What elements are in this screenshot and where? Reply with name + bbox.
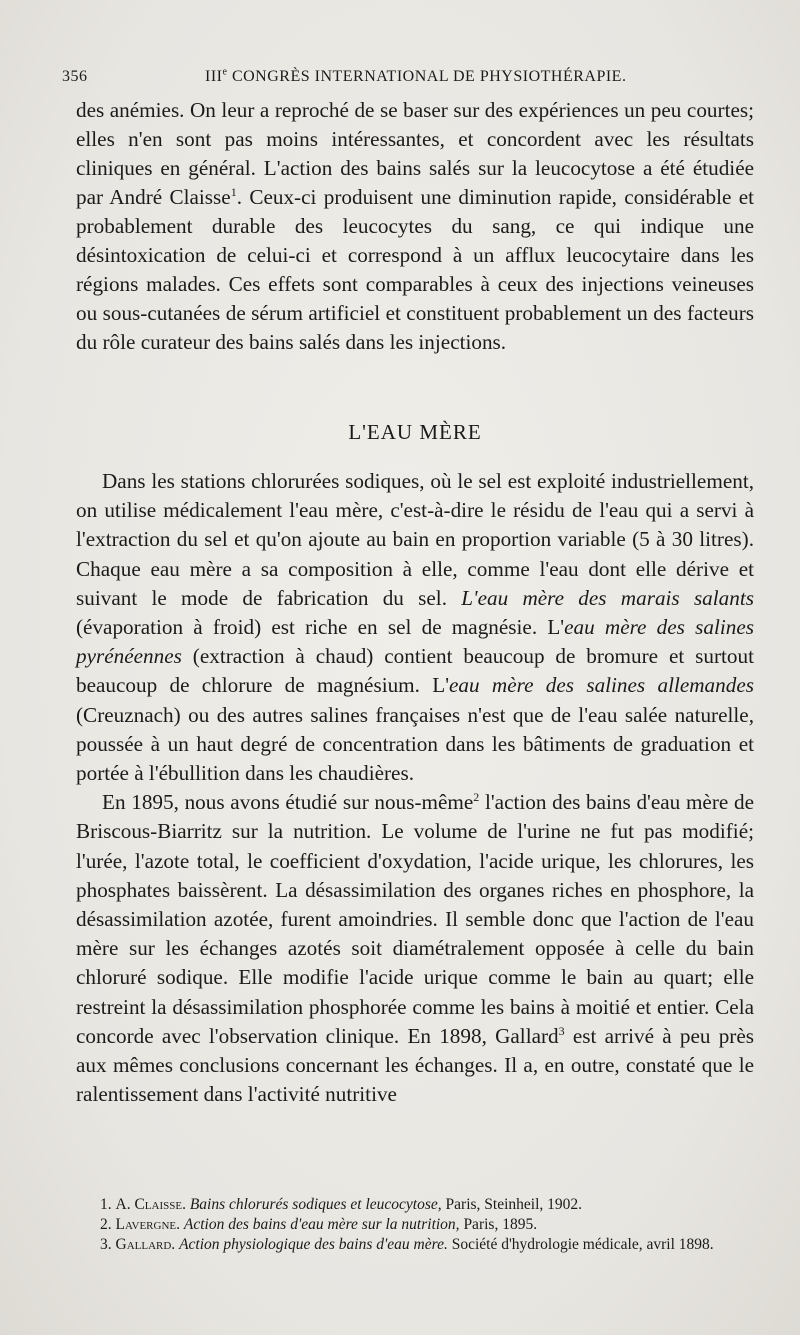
italic-term: L'eau mère des marais salants bbox=[461, 585, 754, 610]
footnotes bbox=[76, 1195, 754, 1255]
text-span: l'action des bains d'eau mère de Briscous-Biarritz sur la nutrition. Le volume de l'urine ne fut pas modifié; l'urée, l'azote total, le coefficient d'oxydation, l'acide urique, les chlorures, les phosphates baissèrent. La désassimilation des organes riches en phosphore, la désassimilation azotée, furent amoindries. Il semble donc que l'action de l'eau mère sur les échanges azotés soit diamétralement opposée à celle du bain chloruré sodique. Elle modifie l'acide urique comme le bain au quart; elle restreint la désassimilation phosphorée comme les bains à moitié et entier. Cela concorde avec l'observation clinique. En 1898, Gallard bbox=[76, 790, 754, 1048]
footnote-title: Action physiologique des bains d'eau mère. bbox=[179, 1236, 448, 1253]
footnote-author: Gallard. bbox=[115, 1236, 176, 1253]
footnote-item bbox=[76, 1215, 754, 1235]
text-span: . Ceux-ci produisent une diminution rapide, considérable et probablement durable des leucocytes du sang, ce qui indique une désintoxication de celui-ci et correspond à un afflux leucocytaire dans les régions malades. Ces effets sont comparables à ceux des injections veineuses ou sous-cutanées de sérum artificiel et constituent probablement un des facteurs du rôle curateur des bains salés dans les injections. bbox=[76, 185, 754, 354]
text-span: est arrivé à peu près aux mêmes conclusions concernant les échanges. Il a, en outre, constaté que le ralentissement dans l'activité nutritive bbox=[76, 1023, 754, 1107]
footnote-number: 1. bbox=[100, 1196, 112, 1213]
footnote-item bbox=[76, 1195, 754, 1215]
footnote-ref: 2 bbox=[473, 790, 480, 805]
paragraph bbox=[76, 788, 754, 1109]
footnote-title: Action des bains d'eau mère sur la nutrition, bbox=[183, 1216, 460, 1233]
paragraph bbox=[76, 467, 754, 788]
footnote-rest: Paris, 1895. bbox=[459, 1216, 538, 1233]
footnote-number: 3. bbox=[100, 1236, 112, 1253]
page-number: 356 bbox=[62, 68, 88, 85]
text-span: Dans les stations chlorurées sodiques, où le sel est exploité industriellement, on utilise médicalement l'eau mère, c'est-à-dire le résidu de l'eau qui a servi à l'extraction du sel et qu'on ajoute au bain en proportion variable (5 à 30 litres). Chaque eau mère a sa composition à elle, comme l'eau dont elle dérive et suivant le mode de fabrication du sel. bbox=[76, 469, 754, 610]
footnote-number: 2. bbox=[100, 1216, 112, 1233]
text-span: (extraction à chaud) contient beaucoup de bromure et surtout beaucoup de chlorure de magnésium. L' bbox=[76, 644, 754, 698]
text-span: des anémies. On leur a reproché de se baser sur des expériences un peu courtes; elles n'en sont pas moins intéressantes, et concordent avec les résultats cliniques en général. L'action des bains salés sur la leucocytose a été étudiée par André Claisse bbox=[76, 98, 754, 209]
footnote-item bbox=[76, 1235, 754, 1255]
italic-term: eau mère des salines allemandes bbox=[449, 673, 754, 698]
text-span: (évaporation à froid) est riche en sel de magnésie. L' bbox=[76, 615, 565, 640]
footnote-author: Lavergne. bbox=[115, 1216, 180, 1233]
footnote-author: A. Claisse. bbox=[115, 1196, 186, 1213]
ordinal-suffix: e bbox=[222, 66, 228, 78]
text-span: (Creuznach) ou des autres salines françaises n'est que de l'eau salée naturelle, poussée à un haut degré de concentration dans les bâtiments de graduation et portée à l'ébullition dans les chaudières. bbox=[76, 702, 754, 786]
running-title: IIIe CONGRÈS INTERNATIONAL DE PHYSIOTHÉRAPIE. bbox=[205, 66, 627, 85]
italic-term: eau mère des salines pyrénéennes bbox=[76, 615, 754, 669]
footnote-ref: 3 bbox=[558, 1023, 565, 1038]
footnote-rest: Société d'hydrologie médicale, avril 1898. bbox=[447, 1236, 714, 1253]
intro-text bbox=[76, 96, 754, 357]
section-body bbox=[76, 467, 754, 1109]
footnote-rest: Paris, Steinheil, 1902. bbox=[441, 1196, 583, 1213]
paragraph bbox=[76, 96, 754, 357]
footnote-ref: 1 bbox=[230, 184, 237, 199]
footnote-title: Bains chlorurés sodiques et leucocytose, bbox=[189, 1196, 442, 1213]
section-title: L'EAU MÈRE bbox=[348, 420, 482, 444]
text-span: En 1895, nous avons étudié sur nous-même bbox=[102, 790, 474, 815]
running-header bbox=[62, 64, 752, 92]
